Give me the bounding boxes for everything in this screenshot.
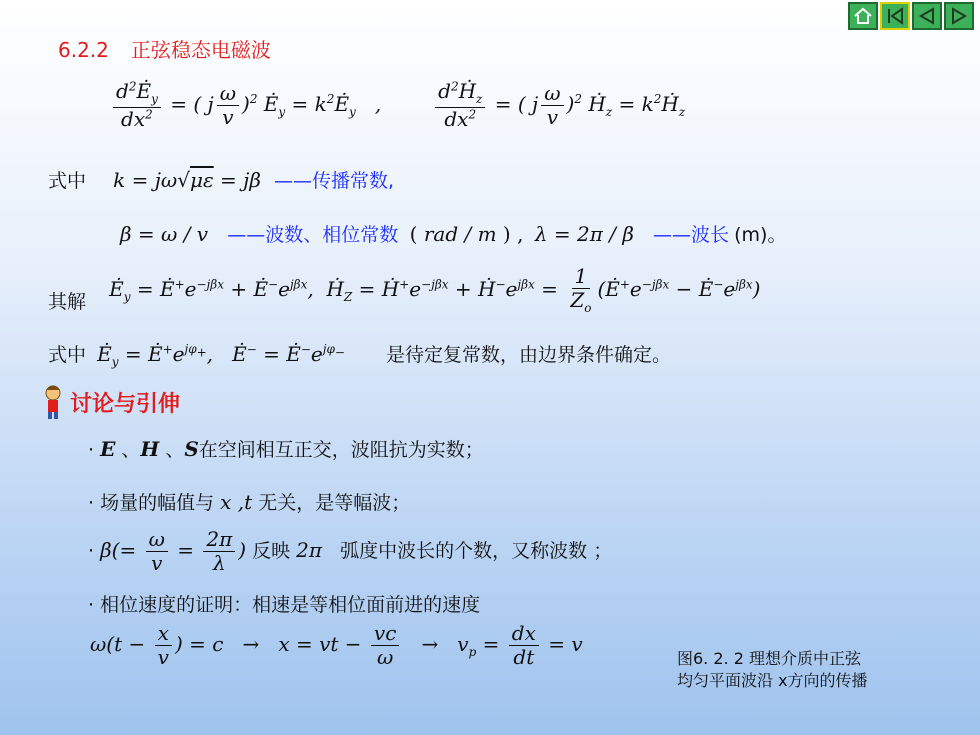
complex-constants-line: 式中 $Ė_y$ = $Ė^+e^{j\varphi_+}$, Ė− = $Ė^-e^{j\varphi_-}$ 是待定复常数，由边界条件确定。	[48, 342, 672, 369]
where-label: 式中	[48, 170, 87, 192]
wave-number-desc: ——波数、相位常数	[227, 224, 399, 246]
propagation-constant-desc: ——传播常数,	[274, 170, 395, 192]
unit-rad-m: rad / m	[423, 222, 497, 246]
wavelength-desc: ——波长	[653, 224, 730, 246]
bullet-wave-number-text-b: 弧度中波长的个数，又称波数 ；	[340, 540, 613, 562]
cartoon-figure-icon	[40, 384, 66, 420]
where-label-2: 式中	[48, 344, 87, 366]
bullet-phase-velocity: · 相位速度的证明：相速是等相位面前进的速度	[88, 594, 481, 616]
slide-navigation	[848, 2, 974, 30]
discussion-label: 讨论与引伸	[70, 390, 181, 417]
solution-label: 其解	[48, 290, 87, 313]
wavelength-unit: (m)。	[734, 224, 787, 246]
discussion-header	[40, 384, 180, 420]
bullet-amplitude-text-a: 场量的幅值与	[100, 492, 215, 514]
solution-line: 其解 $Ė_y$ = $Ė^+e^{-j\beta x}$ + $Ė^-e^{j\beta x}$, Ḣ$_Z$ = $Ḣ^+e^{-j\beta x}$ + $Ḣ^-e^{j\beta x}$ = $\frac{1}{Z_o}$ ($Ė^+e^{-j\beta x}$ − $Ė^-e^{j\beta x}$)	[48, 264, 761, 315]
bullet-amplitude-text-b: 无关，是等幅波；	[258, 492, 411, 514]
prev-page-icon	[917, 7, 937, 25]
bullet-phase-velocity-text: 相位速度的证明：相速是等相位面前进的速度	[100, 594, 481, 616]
figure-caption-line2: 均匀平面波沿 x方向的传播	[677, 671, 868, 690]
phase-velocity-derivation: ω(t − $\frac{x}{v}$ ) = c → x = vt − $\frac{vc}{\omega}$ → $v_p$ = $\frac{dx}{dt}$ = v	[90, 621, 583, 669]
wave-equation: $\frac{d^2Ė_y}{dx^2}$ = ( j $\frac{\omega}{v}$ )$^2$ $Ė_y$ = $k^2Ė_y$ , $\frac{d^2Ḣ_z}{dx^2}$ = ( j $\frac{\omega}{v}$ )$^2$ Ḣ$_z$ = $k^2Ḣ_z$	[110, 80, 685, 131]
section-number: 6.2.2	[58, 38, 109, 62]
figure-caption	[677, 648, 868, 692]
next-page-button[interactable]	[944, 2, 974, 30]
bullet-orthogonal-text: 在空间相互正交，波阻抗为实数；	[198, 439, 484, 461]
prev-page-button[interactable]	[912, 2, 942, 30]
bullet-wave-number: · β(= $\frac{\omega}{v}$ = $\frac{2\pi}{\lambda}$ ) 反映 2π 弧度中波长的个数，又称波数 ；	[88, 527, 613, 575]
propagation-constant-line: 式中 k = jω√με = jβ ——传播常数,	[48, 168, 395, 192]
bullet-amplitude: · 场量的幅值与 x ,t 无关，是等幅波；	[88, 490, 411, 514]
first-page-icon	[885, 7, 905, 25]
next-page-icon	[949, 7, 969, 25]
section-title	[58, 34, 271, 63]
home-button[interactable]	[848, 2, 878, 30]
section-heading: 正弦稳态电磁波	[130, 38, 271, 62]
wave-number-line: β = ω / v ——波数、相位常数 ( rad / m ) , λ = 2π / β ——波长 (m)。	[120, 222, 787, 246]
figure-caption-line1: 图6. 2. 2 理想介质中正弦	[677, 649, 861, 668]
home-icon	[853, 7, 873, 25]
first-page-button[interactable]	[880, 2, 910, 30]
bullet-orthogonal: · E 、H 、S在空间相互正交，波阻抗为实数；	[88, 437, 484, 461]
bullet-wave-number-text-a: 反映	[252, 540, 291, 562]
complex-constants-desc: 是待定复常数，由边界条件确定。	[386, 344, 672, 366]
